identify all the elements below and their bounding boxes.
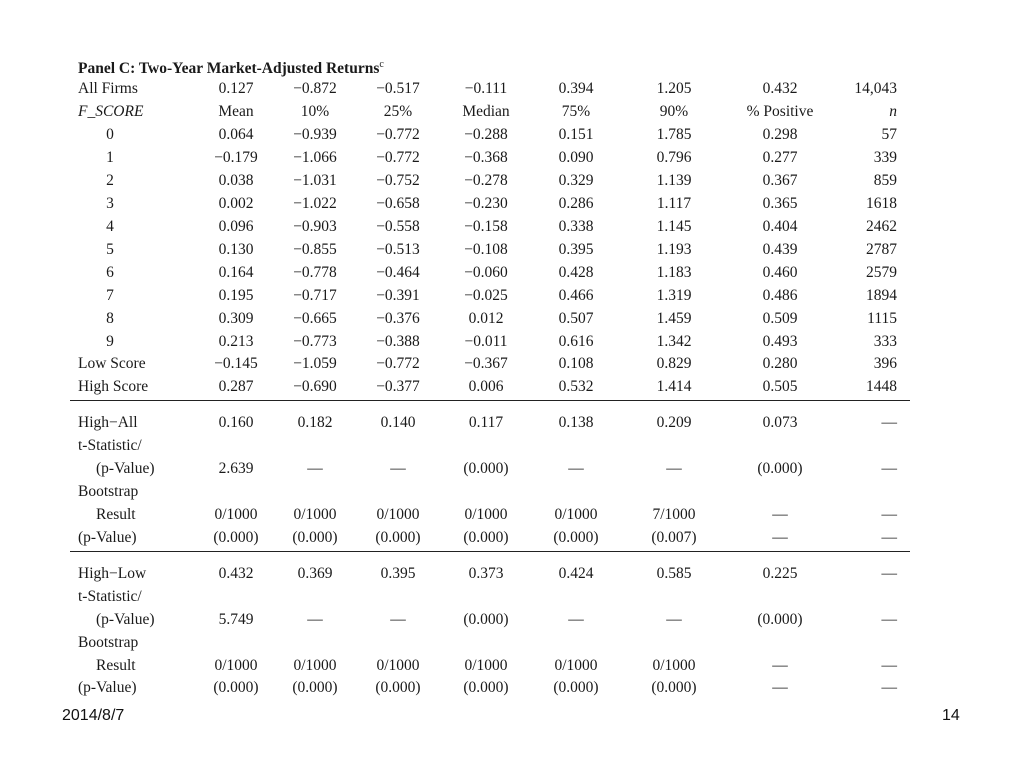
table-cell: 0.182 <box>297 414 333 431</box>
table-cell: (0.000) <box>463 529 509 546</box>
table-cell: (0.000) <box>757 611 803 628</box>
table-cell: 5.749 <box>218 611 254 628</box>
table-cell: — <box>666 460 682 477</box>
table-cell: 1.342 <box>656 333 692 350</box>
table-cell: −0.388 <box>376 333 420 350</box>
table-cell: 0/1000 <box>554 657 598 674</box>
table-cell: −0.772 <box>376 355 420 372</box>
score-label: 8 <box>106 310 114 327</box>
header-label: F_SCORE <box>78 103 144 120</box>
table-cell: (0.000) <box>463 611 509 628</box>
table-cell: −0.778 <box>293 264 337 281</box>
table-cell: (0.000) <box>292 529 338 546</box>
all-firms-row <box>0 78 1024 100</box>
table-cell: 0.466 <box>558 287 594 304</box>
row-label: (p-Value) <box>78 679 137 696</box>
table-cell: (0.000) <box>375 679 421 696</box>
table-cell: 0.287 <box>218 378 254 395</box>
table-cell: 2.639 <box>218 460 254 477</box>
table-cell: 1.193 <box>656 241 692 258</box>
table-cell: — <box>881 657 897 674</box>
table-cell: 0.280 <box>762 355 798 372</box>
table-cell: −0.158 <box>464 218 508 235</box>
table-cell: −0.367 <box>464 355 508 372</box>
high-score-row <box>0 376 1024 398</box>
row-label: High−All <box>78 414 138 431</box>
table-cell: (0.000) <box>463 460 509 477</box>
table-cell: −0.464 <box>376 264 420 281</box>
table-cell: −0.855 <box>293 241 337 258</box>
table-cell: 2787 <box>866 241 897 258</box>
table-cell: — <box>881 565 897 582</box>
row-label: t-Statistic/ <box>78 588 142 605</box>
table-cell: −0.278 <box>464 172 508 189</box>
column-header: 75% <box>561 103 591 120</box>
score-label: 5 <box>106 241 114 258</box>
table-cell: −0.717 <box>293 287 337 304</box>
table-cell: — <box>390 460 406 477</box>
table-cell: — <box>568 611 584 628</box>
table-cell: (0.000) <box>463 679 509 696</box>
table-cell: 0.096 <box>218 218 254 235</box>
table-cell: 0.127 <box>218 80 254 97</box>
table-cell: −1.022 <box>293 195 337 212</box>
table-cell: 0.090 <box>558 149 594 166</box>
column-header: n <box>889 103 897 120</box>
table-cell: 0.277 <box>762 149 798 166</box>
row-label: Bootstrap <box>78 634 139 651</box>
table-cell: 0/1000 <box>376 506 420 523</box>
table-cell: 0.532 <box>558 378 594 395</box>
row-label: High Score <box>78 378 149 395</box>
table-cell: −0.558 <box>376 218 420 235</box>
panel-title-footnote: c <box>379 59 384 70</box>
table-cell: 0.117 <box>468 414 504 431</box>
table-cell: 14,043 <box>854 80 897 97</box>
table-cell: — <box>881 529 897 546</box>
table-cell: 0/1000 <box>293 506 337 523</box>
table-cell: −1.031 <box>293 172 337 189</box>
table-cell: −0.690 <box>293 378 337 395</box>
score-label: 0 <box>106 126 114 143</box>
table-cell: 1.319 <box>656 287 692 304</box>
table-cell: −0.108 <box>464 241 508 258</box>
table-cell: 57 <box>881 126 897 143</box>
row-label: (p-Value) <box>96 460 155 477</box>
column-header: 25% <box>383 103 413 120</box>
score-label: 2 <box>106 172 114 189</box>
table-cell: −0.772 <box>376 126 420 143</box>
table-cell: −0.665 <box>293 310 337 327</box>
table-cell: 1.785 <box>656 126 692 143</box>
row-label: Low Score <box>78 355 146 372</box>
table-cell: — <box>772 657 788 674</box>
table-cell: 0.195 <box>218 287 254 304</box>
table-cell: −0.939 <box>293 126 337 143</box>
column-header: Median <box>462 103 510 120</box>
table-cell: −1.066 <box>293 149 337 166</box>
table-cell: — <box>390 611 406 628</box>
table-cell: 1.117 <box>656 195 692 212</box>
table-cell: 0.796 <box>656 149 692 166</box>
table-row <box>0 239 1024 261</box>
table-cell: 0.064 <box>218 126 254 143</box>
table-cell: −0.060 <box>464 264 508 281</box>
row-label: (p-Value) <box>96 611 155 628</box>
table-cell: — <box>772 679 788 696</box>
table-cell: −0.011 <box>464 333 508 350</box>
table-cell: 1448 <box>866 378 897 395</box>
table-cell: 0.404 <box>762 218 798 235</box>
table-cell: 0.140 <box>380 414 416 431</box>
score-label: 6 <box>106 264 114 281</box>
table-row <box>0 193 1024 215</box>
table-cell: −0.288 <box>464 126 508 143</box>
high-low-row <box>0 563 1024 585</box>
table-cell: — <box>568 460 584 477</box>
table-cell: 1618 <box>866 195 897 212</box>
table-row <box>0 308 1024 330</box>
table-cell: — <box>772 529 788 546</box>
column-header: Mean <box>218 103 254 120</box>
bootstrap-pvalue-row <box>0 527 1024 549</box>
table-cell: 0.160 <box>218 414 254 431</box>
section-divider <box>70 551 910 552</box>
row-label: Result <box>96 506 136 523</box>
table-cell: (0.000) <box>213 679 259 696</box>
score-label: 7 <box>106 287 114 304</box>
table-cell: 0/1000 <box>464 506 508 523</box>
table-cell: — <box>881 414 897 431</box>
column-header: % Positive <box>746 103 814 120</box>
table-row <box>0 124 1024 146</box>
table-cell: — <box>881 506 897 523</box>
table-cell: −0.111 <box>464 80 508 97</box>
table-cell: 0.424 <box>558 565 594 582</box>
table-cell: −0.179 <box>214 149 258 166</box>
slide-page-number: 14 <box>942 707 960 724</box>
row-label: All Firms <box>78 80 138 97</box>
table-cell: 1.145 <box>656 218 692 235</box>
table-cell: 0.395 <box>558 241 594 258</box>
table-cell: 396 <box>873 355 897 372</box>
table-cell: (0.000) <box>292 679 338 696</box>
table-cell: — <box>881 460 897 477</box>
table-cell: (0.000) <box>553 529 599 546</box>
table-cell: −0.145 <box>214 355 258 372</box>
high-all-row <box>0 412 1024 434</box>
table-cell: 0.338 <box>558 218 594 235</box>
table-cell: 0.369 <box>297 565 333 582</box>
table-cell: −1.059 <box>293 355 337 372</box>
table-cell: 0.006 <box>468 378 504 395</box>
table-cell: 0.439 <box>762 241 798 258</box>
table-cell: 0.367 <box>762 172 798 189</box>
table-cell: 0/1000 <box>214 657 258 674</box>
bootstrap-result-row <box>0 655 1024 677</box>
column-header-row <box>0 101 1024 123</box>
table-cell: — <box>881 679 897 696</box>
table-cell: 0.373 <box>468 565 504 582</box>
table-cell: −0.376 <box>376 310 420 327</box>
score-label: 9 <box>106 333 114 350</box>
table-cell: (0.000) <box>757 460 803 477</box>
score-label: 4 <box>106 218 114 235</box>
table-cell: 0.493 <box>762 333 798 350</box>
table-cell: −0.903 <box>293 218 337 235</box>
table-cell: 0.002 <box>218 195 254 212</box>
table-row <box>0 147 1024 169</box>
row-label: Result <box>96 657 136 674</box>
row-label: t-Statistic/ <box>78 437 142 454</box>
table-cell: 0/1000 <box>464 657 508 674</box>
table-cell: 1.414 <box>656 378 692 395</box>
table-cell: 0.585 <box>656 565 692 582</box>
table-cell: −0.368 <box>464 149 508 166</box>
table-cell: 0.432 <box>762 80 798 97</box>
low-score-row <box>0 353 1024 375</box>
score-label: 1 <box>106 149 114 166</box>
table-cell: 0.460 <box>762 264 798 281</box>
table-cell: −0.517 <box>376 80 420 97</box>
table-cell: 2579 <box>866 264 897 281</box>
table-cell: 0/1000 <box>376 657 420 674</box>
table-cell: 0.138 <box>558 414 594 431</box>
table-cell: 0.151 <box>558 126 594 143</box>
table-cell: 0.012 <box>468 310 504 327</box>
tstat-label-row <box>0 435 1024 457</box>
tstat-row <box>0 609 1024 631</box>
table-cell: 1.183 <box>656 264 692 281</box>
table-cell: 0.209 <box>656 414 692 431</box>
table-cell: 859 <box>873 172 897 189</box>
table-cell: −0.752 <box>376 172 420 189</box>
row-label: High−Low <box>78 565 147 582</box>
table-cell: 0.394 <box>558 80 594 97</box>
table-cell: — <box>307 460 323 477</box>
tstat-label-row <box>0 586 1024 608</box>
score-label: 3 <box>106 195 114 212</box>
table-cell: −0.391 <box>376 287 420 304</box>
table-cell: (0.000) <box>651 679 697 696</box>
table-cell: 0/1000 <box>214 506 258 523</box>
panel-title <box>78 59 384 78</box>
table-cell: 1894 <box>866 287 897 304</box>
table-cell: −0.772 <box>376 149 420 166</box>
table-cell: 339 <box>873 149 897 166</box>
bootstrap-pvalue-row <box>0 677 1024 699</box>
table-cell: 0.616 <box>558 333 594 350</box>
table-cell: (0.007) <box>651 529 697 546</box>
table-cell: −0.377 <box>376 378 420 395</box>
table-cell: 0.286 <box>558 195 594 212</box>
table-cell: 0/1000 <box>554 506 598 523</box>
table-row <box>0 216 1024 238</box>
table-cell: 1.459 <box>656 310 692 327</box>
column-header: 90% <box>659 103 689 120</box>
table-cell: −0.872 <box>293 80 337 97</box>
table-cell: — <box>772 506 788 523</box>
table-cell: 0.298 <box>762 126 798 143</box>
bootstrap-label-row <box>0 632 1024 654</box>
table-cell: −0.025 <box>464 287 508 304</box>
table-cell: −0.773 <box>293 333 337 350</box>
column-header: 10% <box>300 103 330 120</box>
table-cell: 0.213 <box>218 333 254 350</box>
table-cell: 0/1000 <box>652 657 696 674</box>
table-cell: 0.108 <box>558 355 594 372</box>
table-cell: 1.205 <box>656 80 692 97</box>
table-cell: −0.230 <box>464 195 508 212</box>
table-row <box>0 331 1024 353</box>
table-cell: 0.038 <box>218 172 254 189</box>
table-cell: 7/1000 <box>652 506 696 523</box>
table-cell: (0.000) <box>553 679 599 696</box>
table-row <box>0 285 1024 307</box>
slide-date: 2014/8/7 <box>62 707 125 724</box>
table-cell: 0.829 <box>656 355 692 372</box>
table-cell: 0.164 <box>218 264 254 281</box>
table-cell: −0.658 <box>376 195 420 212</box>
table-cell: 2462 <box>866 218 897 235</box>
table-cell: 0/1000 <box>293 657 337 674</box>
table-cell: 0.130 <box>218 241 254 258</box>
table-cell: 333 <box>873 333 897 350</box>
table-cell: 1.139 <box>656 172 692 189</box>
panel-title-text: Panel C: Two-Year Market-Adjusted Returns <box>78 60 380 78</box>
tstat-row <box>0 458 1024 480</box>
bootstrap-result-row <box>0 504 1024 526</box>
table-cell: 0.329 <box>558 172 594 189</box>
table-cell: 0.073 <box>762 414 798 431</box>
table-cell: 0.486 <box>762 287 798 304</box>
section-divider <box>70 400 910 401</box>
table-cell: 0.507 <box>558 310 594 327</box>
bootstrap-label-row <box>0 481 1024 503</box>
table-cell: 0.509 <box>762 310 798 327</box>
table-row <box>0 170 1024 192</box>
table-cell: — <box>881 611 897 628</box>
table-cell: 0.309 <box>218 310 254 327</box>
table-cell: 0.225 <box>762 565 798 582</box>
table-row <box>0 262 1024 284</box>
table-cell: 0.505 <box>762 378 798 395</box>
table-cell: — <box>307 611 323 628</box>
table-cell: 0.365 <box>762 195 798 212</box>
table-cell: (0.000) <box>375 529 421 546</box>
table-cell: 0.395 <box>380 565 416 582</box>
table-cell: 0.432 <box>218 565 254 582</box>
table-cell: 1115 <box>867 310 897 327</box>
table-cell: 0.428 <box>558 264 594 281</box>
table-cell: (0.000) <box>213 529 259 546</box>
table-cell: −0.513 <box>376 241 420 258</box>
row-label: Bootstrap <box>78 483 139 500</box>
table-cell: — <box>666 611 682 628</box>
row-label: (p-Value) <box>78 529 137 546</box>
